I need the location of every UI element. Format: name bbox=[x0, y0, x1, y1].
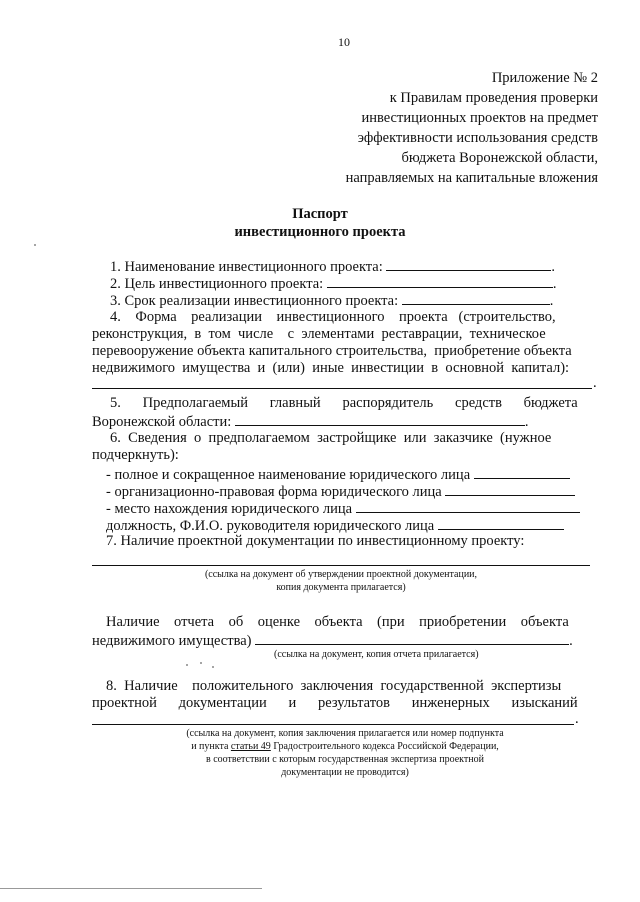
scan-speck bbox=[212, 666, 214, 668]
item-6-a-label: - полное и сокращенное наименование юридического лица bbox=[106, 467, 471, 483]
item-5-line-1: 5. Предполагаемый главный распорядитель средств бюджета bbox=[110, 395, 578, 411]
item-1-period: . bbox=[551, 259, 556, 275]
item-8-note-line-3: в соответствии с которым государственная экспертиза проектной bbox=[206, 754, 484, 765]
item-8-note-line-4: документации не проводится) bbox=[281, 767, 409, 778]
item-7-blank bbox=[92, 565, 590, 566]
appendix-line-1: Приложение № 2 bbox=[491, 70, 598, 86]
appendix-line-4: эффективности использования средств bbox=[357, 130, 598, 146]
item-7-note-line-1: (ссылка на документ об утверждении проектной документации, bbox=[204, 569, 478, 580]
scan-speck bbox=[34, 244, 36, 246]
report-label: недвижимого имущества) bbox=[92, 633, 252, 649]
page-number: 10 bbox=[338, 35, 350, 49]
item-6-c-label: - место нахождения юридического лица bbox=[106, 501, 353, 517]
item-8-blank bbox=[92, 724, 574, 725]
appendix-line-2: к Правилам проведения проверки bbox=[389, 90, 598, 106]
item-5-blank bbox=[235, 412, 525, 426]
item-5-period: . bbox=[524, 414, 529, 430]
item-6-line-1: 6. Сведения о предполагаемом застройщике или заказчике (нужное bbox=[110, 430, 552, 446]
item-3-blank bbox=[402, 291, 550, 305]
item-4-line-1: 4. Форма реализации инвестиционного проекта (строительство, bbox=[110, 309, 556, 325]
title-line-2: инвестиционного проекта bbox=[234, 224, 406, 240]
item-2-blank bbox=[327, 274, 553, 288]
item-8-note-line-2 bbox=[92, 740, 598, 753]
item-8-note-line-1: (ссылка на документ, копия заключения прилагается или номер подпункта bbox=[186, 728, 504, 739]
item-5-label: Воронежской области: bbox=[92, 414, 232, 430]
item-8-period: . bbox=[575, 711, 579, 727]
item-6-a-blank bbox=[474, 465, 570, 479]
item-2-period: . bbox=[552, 276, 557, 292]
item-1-blank bbox=[386, 257, 551, 271]
item-4-blank bbox=[92, 388, 592, 389]
appendix-line-5: бюджета Воронежской области, bbox=[401, 150, 598, 166]
scan-speck bbox=[200, 662, 202, 664]
page-bottom-rule bbox=[0, 888, 262, 889]
item-2-label: 2. Цель инвестиционного проекта: bbox=[110, 276, 324, 292]
item-3-period: . bbox=[549, 293, 554, 309]
item-3 bbox=[110, 291, 553, 310]
item-8-note-text-b: Градостроительного кодекса Российской Федерации, bbox=[270, 741, 499, 752]
item-4-line-3: перевооружение объекта капитального строительства, приобретение объекта bbox=[92, 343, 572, 359]
item-5-line-2 bbox=[92, 412, 529, 431]
item-6-b-label: - организационно-правовая форма юридического лица bbox=[106, 484, 442, 500]
article-49-link[interactable]: статьи 49 bbox=[230, 741, 271, 752]
item-6-line-2: подчеркнуть): bbox=[92, 447, 179, 463]
item-6-c-blank bbox=[356, 499, 580, 513]
item-8-line-2: проектной документации и результатов инженерных изысканий bbox=[92, 695, 578, 711]
title-line-1: Паспорт bbox=[292, 206, 348, 222]
item-4-period: . bbox=[593, 375, 597, 391]
item-1-label: 1. Наименование инвестиционного проекта: bbox=[110, 259, 383, 275]
appendix-line-3: инвестиционных проектов на предмет bbox=[361, 110, 598, 126]
item-8-line-1: 8. Наличие положительного заключения государственной экспертизы bbox=[106, 678, 562, 694]
item-6-b-blank bbox=[445, 482, 575, 496]
appendix-line-6: направляемых на капитальные вложения bbox=[345, 170, 598, 186]
scan-speck bbox=[186, 664, 188, 666]
item-7-note-line-2: копия документа прилагается) bbox=[276, 582, 406, 593]
item-8-note-text-a: и пункта bbox=[191, 741, 231, 752]
item-6-d-blank bbox=[438, 516, 564, 530]
report-period: . bbox=[569, 633, 573, 649]
report-line-1: Наличие отчета об оценке объекта (при приобретении объекта bbox=[106, 614, 569, 630]
item-7-label: 7. Наличие проектной документации по инвестиционному проекту: bbox=[106, 533, 525, 549]
report-note: (ссылка на документ, копия отчета прилагается) bbox=[274, 649, 479, 660]
item-4-line-2: реконструкция, в том числе с элементами реставрации, техническое bbox=[92, 326, 546, 342]
item-6-d-label: должность, Ф.И.О. руководителя юридического лица bbox=[106, 518, 435, 534]
report-blank bbox=[255, 631, 569, 645]
item-3-label: 3. Срок реализации инвестиционного проекта: bbox=[110, 293, 399, 309]
item-4-line-4: недвижимого имущества и (или) иные инвестиции в основной капитал): bbox=[92, 360, 570, 376]
